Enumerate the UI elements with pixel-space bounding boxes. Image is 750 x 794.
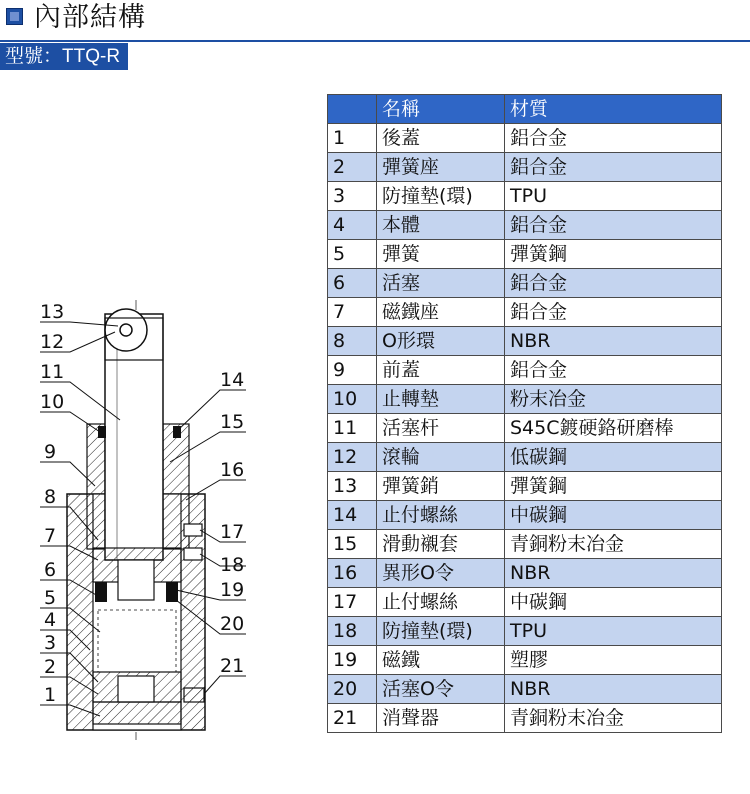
- cell-no: 5: [328, 240, 377, 269]
- cell-name: 異形O令: [377, 559, 505, 588]
- callout-7: 7: [44, 525, 57, 547]
- cell-no: 10: [328, 385, 377, 414]
- cell-name: 止付螺絲: [377, 501, 505, 530]
- parts-table-wrap: [327, 94, 722, 733]
- callout-11: 11: [40, 361, 65, 383]
- cell-name: 彈簧: [377, 240, 505, 269]
- cell-material: 中碳鋼: [505, 501, 722, 530]
- cell-material: 青銅粉末冶金: [505, 530, 722, 559]
- cell-no: 4: [328, 211, 377, 240]
- cell-no: 16: [328, 559, 377, 588]
- cell-no: 11: [328, 414, 377, 443]
- cell-name: 後蓋: [377, 124, 505, 153]
- header-material: 材質: [505, 95, 722, 124]
- cell-no: 8: [328, 327, 377, 356]
- table-row: [328, 530, 722, 559]
- table-row: [328, 472, 722, 501]
- cell-name: 彈簧銷: [377, 472, 505, 501]
- callout-20: 20: [220, 613, 245, 635]
- cell-name: 防撞墊(環): [377, 617, 505, 646]
- table-row: [328, 414, 722, 443]
- cell-name: 滾輪: [377, 443, 505, 472]
- table-row: [328, 501, 722, 530]
- table-row: [328, 269, 722, 298]
- table-row: [328, 385, 722, 414]
- cell-no: 18: [328, 617, 377, 646]
- cell-material: 彈簧鋼: [505, 240, 722, 269]
- table-header-row: [328, 95, 722, 124]
- back-cover: [93, 702, 181, 724]
- cell-no: 9: [328, 356, 377, 385]
- callout-2: 2: [44, 656, 57, 678]
- table-row: [328, 559, 722, 588]
- cell-material: NBR: [505, 559, 722, 588]
- callout-18: 18: [220, 554, 245, 576]
- callout-8: 8: [44, 486, 57, 508]
- table-row: [328, 588, 722, 617]
- cell-material: 低碳鋼: [505, 443, 722, 472]
- cell-no: 6: [328, 269, 377, 298]
- cell-name: 本體: [377, 211, 505, 240]
- cell-material: 鋁合金: [505, 124, 722, 153]
- cell-no: 21: [328, 704, 377, 733]
- callout-21: 21: [220, 655, 245, 677]
- cell-no: 17: [328, 588, 377, 617]
- parts-table: [327, 94, 722, 733]
- header-name: 名稱: [377, 95, 505, 124]
- cell-material: 粉末冶金: [505, 385, 722, 414]
- header: [0, 0, 750, 67]
- cell-no: 19: [328, 646, 377, 675]
- callout-14: 14: [220, 369, 245, 391]
- cell-material: 中碳鋼: [505, 588, 722, 617]
- side-screw: [184, 524, 202, 536]
- callout-17: 17: [220, 521, 245, 543]
- cell-no: 14: [328, 501, 377, 530]
- cell-material: 鋁合金: [505, 269, 722, 298]
- cell-name: 防撞墊(環): [377, 182, 505, 211]
- cell-name: 滑動襯套: [377, 530, 505, 559]
- cell-name: 彈簧座: [377, 153, 505, 182]
- callout-4: 4: [44, 609, 57, 631]
- table-row: [328, 327, 722, 356]
- title-square-icon: [6, 8, 23, 25]
- cell-material: NBR: [505, 675, 722, 704]
- cell-name: 活塞杆: [377, 414, 505, 443]
- cell-material: 彈簧鋼: [505, 472, 722, 501]
- table-row: [328, 646, 722, 675]
- callout-12: 12: [40, 331, 65, 353]
- magnet: [95, 582, 107, 602]
- cell-material: 塑膠: [505, 646, 722, 675]
- callout-16: 16: [220, 459, 245, 481]
- magnet: [166, 582, 178, 602]
- cell-no: 15: [328, 530, 377, 559]
- callout-13: 13: [40, 301, 65, 323]
- cell-name: 消聲器: [377, 704, 505, 733]
- cell-material: 鋁合金: [505, 153, 722, 182]
- table-row: [328, 153, 722, 182]
- callout-19: 19: [220, 579, 245, 601]
- callout-5: 5: [44, 587, 57, 609]
- callout-10: 10: [40, 391, 65, 413]
- table-row: [328, 704, 722, 733]
- callout-3: 3: [44, 632, 57, 654]
- silencer: [184, 688, 204, 702]
- cell-name: 磁鐵座: [377, 298, 505, 327]
- cell-no: 2: [328, 153, 377, 182]
- cell-material: NBR: [505, 327, 722, 356]
- piston-rod: [105, 314, 163, 560]
- table-row: [328, 124, 722, 153]
- table-row: [328, 675, 722, 704]
- table-row: [328, 443, 722, 472]
- cell-material: S45C鍍硬鉻研磨棒: [505, 414, 722, 443]
- side-bumper: [184, 548, 202, 560]
- cell-material: 鋁合金: [505, 211, 722, 240]
- table-row: [328, 298, 722, 327]
- callout-6: 6: [44, 559, 57, 581]
- header-rule: [0, 40, 750, 42]
- cell-material: 青銅粉末冶金: [505, 704, 722, 733]
- cell-no: 7: [328, 298, 377, 327]
- table-row: [328, 617, 722, 646]
- model-label: 型號：TTQ-R: [0, 43, 128, 70]
- cell-material: 鋁合金: [505, 356, 722, 385]
- cell-name: 止轉墊: [377, 385, 505, 414]
- callout-9: 9: [44, 441, 57, 463]
- table-row: [328, 356, 722, 385]
- cross-section-diagram: [0, 290, 300, 750]
- table-row: [328, 182, 722, 211]
- cell-name: 活塞O令: [377, 675, 505, 704]
- cell-name: 磁鐵: [377, 646, 505, 675]
- cell-no: 13: [328, 472, 377, 501]
- table-row: [328, 211, 722, 240]
- cell-name: O形環: [377, 327, 505, 356]
- table-row: [328, 240, 722, 269]
- cell-name: 止付螺絲: [377, 588, 505, 617]
- callout-15: 15: [220, 411, 245, 433]
- cell-no: 20: [328, 675, 377, 704]
- cell-name: 前蓋: [377, 356, 505, 385]
- cell-material: 鋁合金: [505, 298, 722, 327]
- callout-1: 1: [44, 684, 57, 706]
- cell-no: 1: [328, 124, 377, 153]
- cell-no: 12: [328, 443, 377, 472]
- cell-name: 活塞: [377, 269, 505, 298]
- cell-material: TPU: [505, 182, 722, 211]
- cell-material: TPU: [505, 617, 722, 646]
- cell-no: 3: [328, 182, 377, 211]
- header-no: [328, 95, 377, 124]
- page-title: 內部結構: [34, 2, 146, 33]
